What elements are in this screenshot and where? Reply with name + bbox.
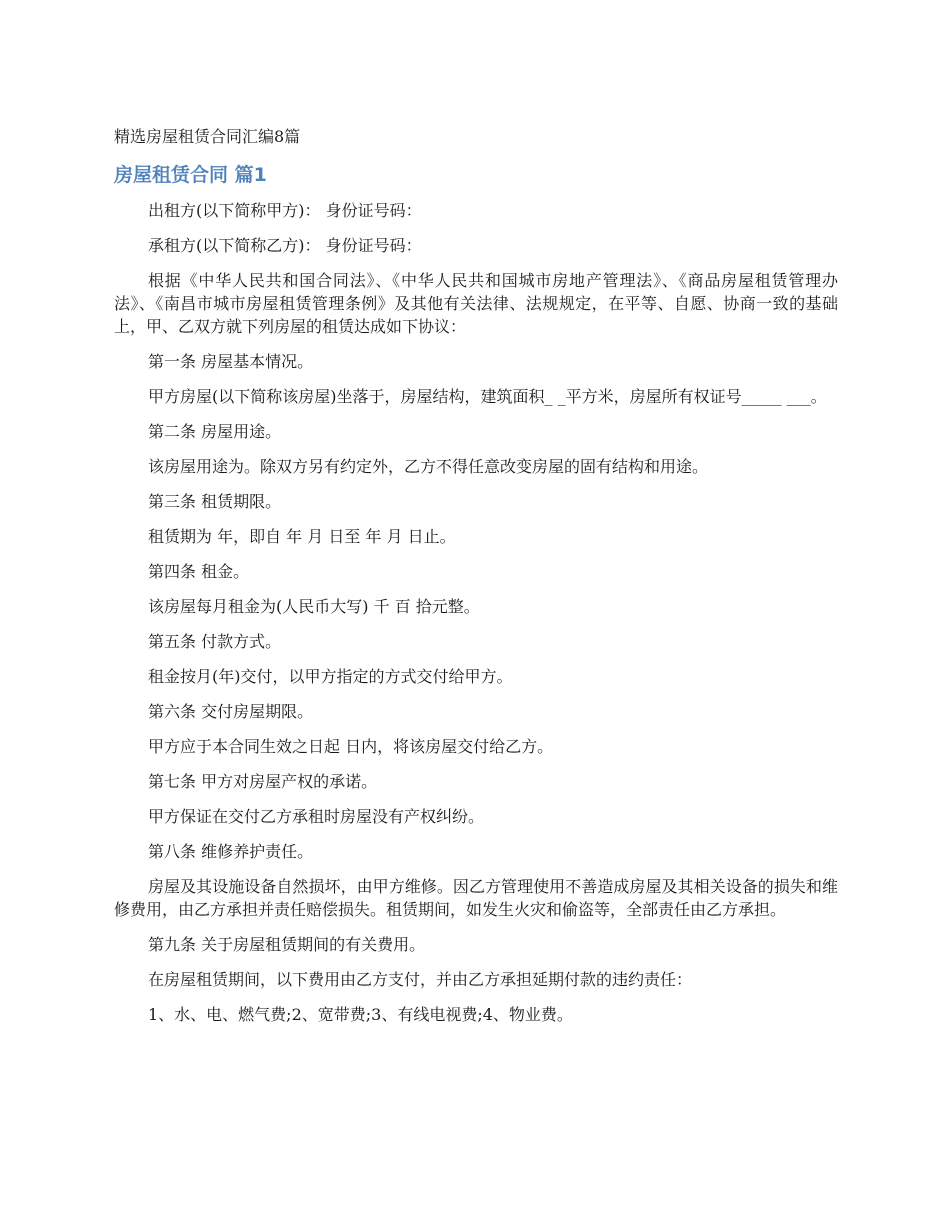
article-4-heading: 第四条 租金。 <box>148 562 250 581</box>
article-5-body: 租金按月(年)交付，以甲方指定的方式交付给甲方。 <box>148 667 513 686</box>
article-8-body: 房屋及其设施设备自然损坏，由甲方维修。因乙方管理使用不善造成房屋及其相关设备的损失和维修费用，由乙方承担并责任赔偿损失。租赁期间，如发生火灾和偷盗等，全部责任由乙方承担。 <box>114 877 838 919</box>
paragraph-preamble: 根据《中华人民共和国合同法》、《中华人民共和国城市房地产管理法》、《商品房屋租赁管理办法》、《南昌市城市房屋租赁管理条例》及其他有关法律、法规规定，在平等、自愿、协商一致的基础上，甲、乙双方就下列房屋的租赁达成如下协议： <box>114 271 838 336</box>
article-6-body: 甲方应于本合同生效之日起 日内，将该房屋交付给乙方。 <box>148 737 554 756</box>
article-3-body: 租赁期为 年，即自 年 月 日至 年 月 日止。 <box>148 527 456 546</box>
article-7-body: 甲方保证在交付乙方承租时房屋没有产权纠纷。 <box>148 807 485 826</box>
article-6-heading: 第六条 交付房屋期限。 <box>148 702 314 721</box>
article-9-fee-list: 1、水、电、燃气费;2、宽带费;3、有线电视费;4、物业费。 <box>148 1005 573 1024</box>
article-3-heading: 第三条 租赁期限。 <box>148 492 282 511</box>
paragraph-lessor: 出租方(以下简称甲方)： 身份证号码： <box>148 201 422 220</box>
article-1-body: 甲方房屋(以下简称该房屋)坐落于，房屋结构，建筑面积_ _平方米，房屋所有权证号_____ ___。 <box>148 387 827 406</box>
article-5-heading: 第五条 付款方式。 <box>148 632 282 651</box>
article-9-body: 在房屋租赁期间，以下费用由乙方支付，并由乙方承担延期付款的违约责任： <box>148 970 693 989</box>
document-title: 精选房屋租赁合同汇编8篇 <box>114 127 301 146</box>
article-9-heading: 第九条 关于房屋租赁期间的有关费用。 <box>148 935 426 954</box>
article-2-heading: 第二条 房屋用途。 <box>148 422 282 441</box>
section-heading: 房屋租赁合同 篇1 <box>114 164 267 186</box>
article-4-body: 该房屋每月租金为(人民币大写) 千 百 拾元整。 <box>148 597 480 616</box>
paragraph-lessee: 承租方(以下简称乙方)： 身份证号码： <box>148 236 422 255</box>
article-1-heading: 第一条 房屋基本情况。 <box>148 352 314 371</box>
article-7-heading: 第七条 甲方对房屋产权的承诺。 <box>148 772 378 791</box>
article-8-heading: 第八条 维修养护责任。 <box>148 842 314 861</box>
article-2-body: 该房屋用途为。除双方另有约定外，乙方不得任意改变房屋的固有结构和用途。 <box>148 457 709 476</box>
